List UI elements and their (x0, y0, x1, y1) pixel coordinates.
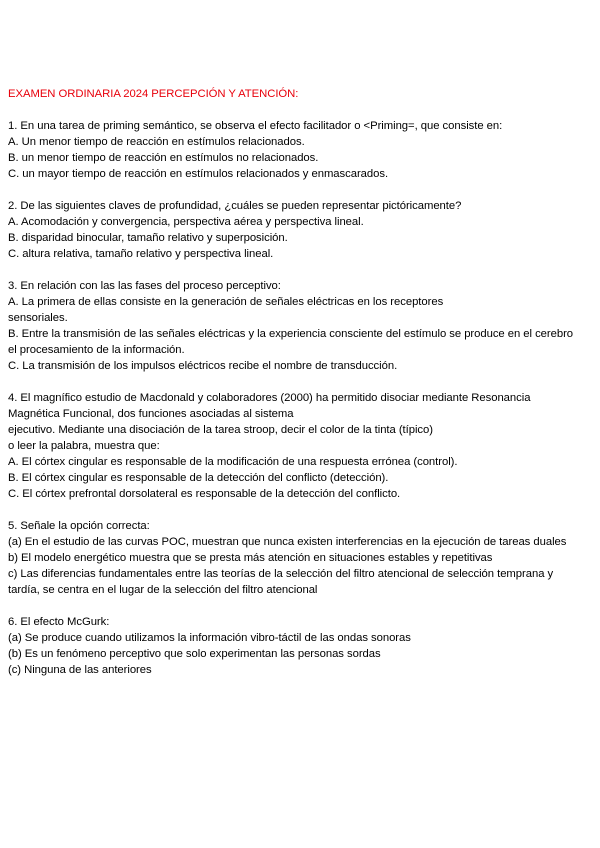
question-5-option-c: c) Las diferencias fundamentales entre las teorías de la selección del filtro atencional de selección temprana y tardía, se centra en el lugar de la selección del filtro atencional (8, 568, 554, 596)
question-1 (8, 118, 583, 182)
question-5 (8, 518, 583, 598)
question-6-stem: 6. El efecto McGurk: (8, 616, 110, 628)
question-4-stem: 4. El magnífico estudio de Macdonald y colaboradores (2000) ha permitido disociar mediante Resonancia Magnética Funcional, dos funciones asociadas al sistema (8, 392, 531, 420)
question-4-option-b: B. El córtex cingular es responsable de la detección del conflicto (detección). (8, 472, 389, 484)
question-5-stem: 5. Señale la opción correcta: (8, 520, 150, 532)
question-2-option-c: C. altura relativa, tamaño relativo y perspectiva lineal. (8, 248, 274, 260)
question-3-option-c: C. La transmisión de los impulsos eléctricos recibe el nombre de transducción. (8, 360, 398, 372)
question-6-option-b: (b) Es un fenómeno perceptivo que solo experimentan las personas sordas (8, 648, 381, 660)
question-4-option-c: C. El córtex prefrontal dorsolateral es responsable de la detección del conflicto. (8, 488, 401, 500)
question-6 (8, 614, 583, 678)
question-3-option-a: A. La primera de ellas consiste en la generación de señales eléctricas en los receptores (8, 296, 444, 308)
question-2-stem: 2. De las siguientes claves de profundidad, ¿cuáles se pueden representar pictóricamente? (8, 200, 462, 212)
question-1-option-a: A. Un menor tiempo de reacción en estímulos relacionados. (8, 136, 305, 148)
question-6-option-c: (c) Ninguna de las anteriores (8, 664, 152, 676)
question-1-option-c: C. un mayor tiempo de reacción en estímulos relacionados y enmascarados. (8, 168, 389, 180)
exam-document (8, 86, 583, 694)
question-2 (8, 198, 583, 262)
question-1-stem: 1. En una tarea de priming semántico, se observa el efecto facilitador o <Priming=, que consiste en: (8, 120, 503, 132)
question-5-option-b: b) El modelo energético muestra que se presta más atención en situaciones estables y repetitivas (8, 552, 493, 564)
question-4-option-a: A. El córtex cingular es responsable de la modificación de una respuesta errónea (control). (8, 456, 458, 468)
question-1-option-b: B. un menor tiempo de reacción en estímulos no relacionados. (8, 152, 319, 164)
question-2-option-b: B. disparidad binocular, tamaño relativo y superposición. (8, 232, 288, 244)
question-4-stem-continued: ejecutivo. Mediante una disociación de la tarea stroop, decir el color de la tinta (típico) (8, 424, 433, 436)
exam-title: EXAMEN ORDINARIA 2024 PERCEPCIÓN Y ATENCIÓN: (8, 88, 299, 100)
question-3-option-b: B. Entre la transmisión de las señales eléctricas y la experiencia consciente del estímulo se produce en el cerebro el procesamiento de la información. (8, 328, 574, 356)
question-4-stem-end: o leer la palabra, muestra que: (8, 440, 160, 452)
question-3 (8, 278, 583, 374)
question-5-option-a: (a) En el estudio de las curvas POC, muestran que nunca existen interferencias en la ejecución de tareas duales (8, 536, 567, 548)
question-3-option-a-continued: sensoriales. (8, 312, 68, 324)
question-6-option-a: (a) Se produce cuando utilizamos la información vibro-táctil de las ondas sonoras (8, 632, 411, 644)
question-4 (8, 390, 583, 502)
question-2-option-a: A. Acomodación y convergencia, perspectiva aérea y perspectiva lineal. (8, 216, 364, 228)
question-3-stem: 3. En relación con las las fases del proceso perceptivo: (8, 280, 281, 292)
